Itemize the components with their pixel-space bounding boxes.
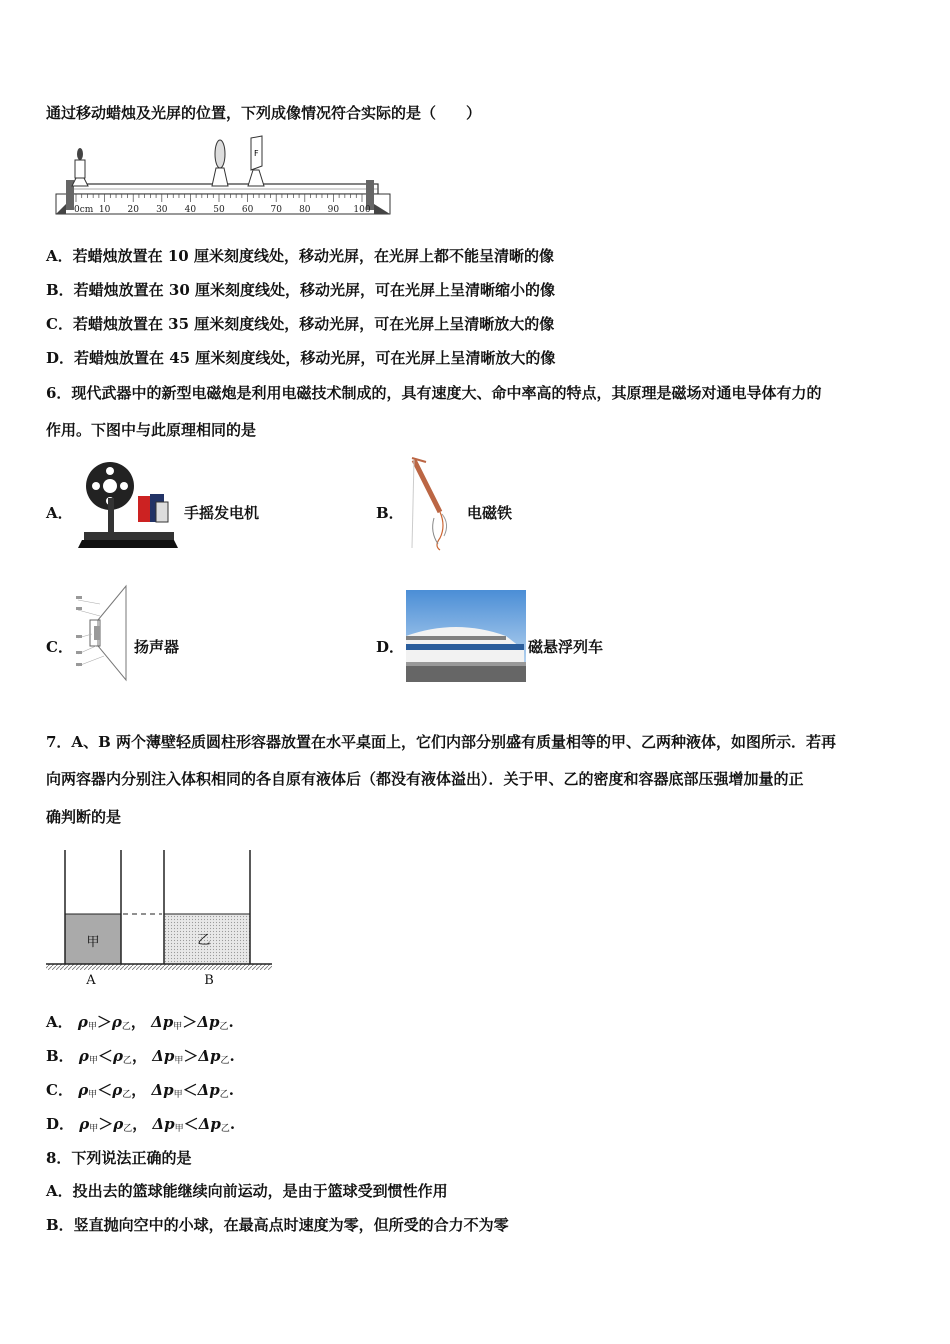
electromagnet-image	[404, 452, 466, 552]
q6-stem-line2: 作用。下图中与此原理相同的是	[46, 421, 257, 439]
loudspeaker-diagram-image	[74, 580, 134, 686]
q5-option-c: C．若蜡烛放置在 35 厘米刻度线处，移动光屏，可在光屏上呈清晰放大的像	[46, 315, 555, 333]
hand-crank-generator-image	[78, 458, 182, 550]
q8-option-b: B．竖直抛向空中的小球，在最高点时速度为零，但所受的合力不为零	[46, 1216, 509, 1234]
q5-option-a: A．若蜡烛放置在 10 厘米刻度线处，移动光屏，在光屏上都不能呈清晰的像	[46, 247, 554, 265]
q6-stem-line1: 6．现代武器中的新型电磁炮是利用电磁技术制成的，具有速度大、命中率高的特点，其原理是磁场对通电导体有力的	[46, 384, 822, 402]
liquid-yi-label: 乙	[197, 933, 211, 948]
q7-option-d: D． $\rho_甲>\rho_乙$， $\Delta p_甲<\Delta p_乙$.	[46, 1115, 236, 1134]
q6-option-a-letter: A．	[46, 504, 73, 522]
q5-option-b: B．若蜡烛放置在 30 厘米刻度线处，移动光屏，可在光屏上呈清晰缩小的像	[46, 281, 555, 299]
ruler-tick-label: 10	[98, 205, 111, 215]
q7-option-c: C． $\rho_甲<\rho_乙$， $\Delta p_甲<\Delta p_乙$.	[46, 1081, 235, 1100]
q7-option-a: A． $\rho_甲>\rho_乙$， $\Delta p_甲>\Delta p_乙$.	[46, 1013, 234, 1032]
ruler-tick-label: 50	[213, 205, 225, 215]
ruler-tick-label: 0cm	[74, 205, 94, 215]
q7-stem-line1: 7．A、B 两个薄壁轻质圆柱形容器放置在水平桌面上，它们内部分别盛有质量相等的甲、乙两种液体，如图所示．若再	[46, 733, 836, 751]
q7-stem-line3: 确判断的是	[46, 808, 122, 826]
q6-option-d-letter: D．	[376, 638, 405, 656]
liquid-jia-label: 甲	[86, 935, 100, 950]
q6-option-c-letter: C．	[46, 638, 73, 656]
candle-icon	[72, 148, 88, 186]
q8-option-a: A．投出去的篮球能继续向前运动，是由于篮球受到惯性作用	[46, 1182, 448, 1200]
containers-figure	[44, 846, 276, 992]
ruler-tick-label: 60	[241, 205, 254, 215]
ruler-tick-label: 80	[299, 205, 311, 215]
q6-option-d-caption: 磁悬浮列车	[528, 638, 604, 656]
ruler-tick-label: 100	[353, 205, 371, 215]
q5-stem: 通过移动蜡烛及光屏的位置，下列成像情况符合实际的是（ ）	[46, 104, 482, 122]
ruler-tick-label: 30	[156, 205, 168, 215]
container-b-label: B	[204, 973, 214, 988]
q6-option-b-caption: 电磁铁	[467, 504, 513, 522]
optical-bench-figure	[48, 134, 393, 220]
maglev-train-image	[406, 590, 526, 682]
q8-stem: 8．下列说法正确的是	[46, 1149, 192, 1167]
ruler-tick-label: 70	[270, 205, 282, 215]
q6-option-c-caption: 扬声器	[134, 638, 180, 656]
container-a-label: A	[86, 973, 96, 988]
q7-stem-line2: 向两容器内分别注入体积相同的各自原有液体后（都没有液体溢出）．关于甲、乙的密度和容器底部压强增加量的正	[46, 770, 804, 788]
q7-option-b: B． $\rho_甲<\rho_乙$， $\Delta p_甲>\Delta p_乙$.	[46, 1047, 235, 1066]
lens-icon	[212, 140, 228, 186]
screen-label: F	[254, 149, 259, 158]
q6-option-b-letter: B．	[376, 504, 404, 522]
ruler-tick-label: 40	[184, 205, 197, 215]
ruler-tick-label: 20	[127, 205, 139, 215]
light-screen-icon	[248, 136, 264, 186]
ruler-tick-label: 90	[327, 205, 340, 215]
q6-option-a-caption: 手摇发电机	[184, 504, 260, 522]
q5-option-d: D．若蜡烛放置在 45 厘米刻度线处，移动光屏，可在光屏上呈清晰放大的像	[46, 349, 556, 367]
